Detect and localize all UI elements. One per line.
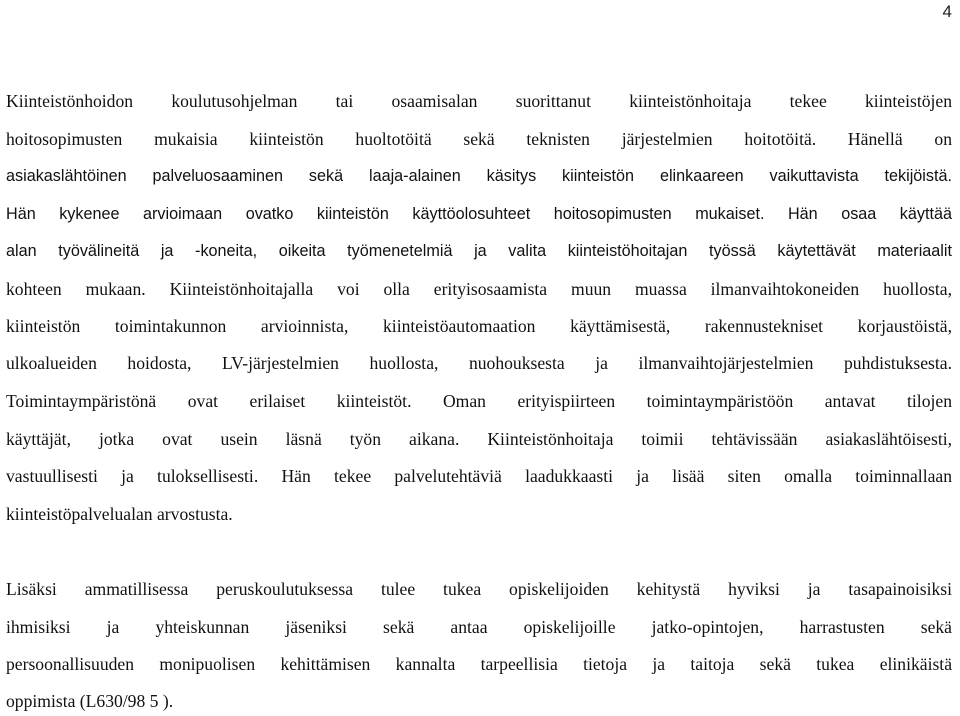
paragraph-1-line-8: ulkoalueiden hoidosta, LV-järjestelmien huollosta, nuohouksesta ja ilmanvaihtojärjestelmien puhdistuksesta. [6, 353, 952, 373]
paragraph-1-line-3: asiakaslähtöinen palveluosaaminen sekä laaja-alainen käsitys kiinteistön elinkaareen vaikuttavista tekijöistä. [6, 167, 952, 185]
paragraph-1-line-10: käyttäjät, jotka ovat usein läsnä työn aikana. Kiinteistönhoitaja toimii tehtävissään asiakaslähtöisesti, [6, 429, 952, 449]
paragraph-1-line-4: Hän kykenee arvioimaan ovatko kiinteistön käyttöolosuhteet hoitosopimusten mukaiset. Hän osaa käyttää [6, 205, 952, 223]
paragraph-1-line-1: Kiinteistönhoidon koulutusohjelman tai osaamisalan suorittanut kiinteistönhoitaja tekee kiinteistöjen [6, 91, 952, 111]
paragraph-1-line-9: Toimintaympäristönä ovat erilaiset kiinteistöt. Oman erityispiirteen toimintaympäristöön antavat tilojen [6, 391, 952, 411]
page-number: 4 [942, 2, 952, 21]
paragraph-2-line-2: ihmisiksi ja yhteiskunnan jäseniksi sekä antaa opiskelijoille jatko-opintojen, harrastusten sekä [6, 617, 952, 637]
paragraph-1-line-7: kiinteistön toimintakunnon arvioinnista, kiinteistöautomaation käyttämisestä, rakennustekniset korjaustöistä, [6, 316, 952, 336]
paragraph-2-line-3: persoonallisuuden monipuolisen kehittämisen kannalta tarpeellisia tietoja ja taitoja sekä tukea elinikäistä [6, 654, 952, 674]
paragraph-2-line-1: Lisäksi ammatillisessa peruskoulutuksessa tulee tukea opiskelijoiden kehitystä hyviksi ja tasapainoisiksi [6, 579, 952, 599]
paragraph-1-line-12: kiinteistöpalvelualan arvostusta. [6, 504, 233, 524]
paragraph-1-line-2: hoitosopimusten mukaisia kiinteistön huoltotöitä sekä teknisten järjestelmien hoitotöitä. Hänellä on [6, 129, 952, 149]
paragraph-1-line-6: kohteen mukaan. Kiinteistönhoitajalla voi olla erityisosaamista muun muassa ilmanvaihtokoneiden huollosta, [6, 279, 952, 299]
paragraph-1-line-5: alan työvälineitä ja -koneita, oikeita työmenetelmiä ja valita kiinteistöhoitajan työssä käytettävät materiaalit [6, 242, 952, 260]
paragraph-1-line-11: vastuullisesti ja tuloksellisesti. Hän tekee palvelutehtäviä laadukkaasti ja lisää siten omalla toiminnallaan [6, 466, 952, 486]
paragraph-2-line-4: oppimista (L630/98 5 ). [6, 691, 174, 711]
